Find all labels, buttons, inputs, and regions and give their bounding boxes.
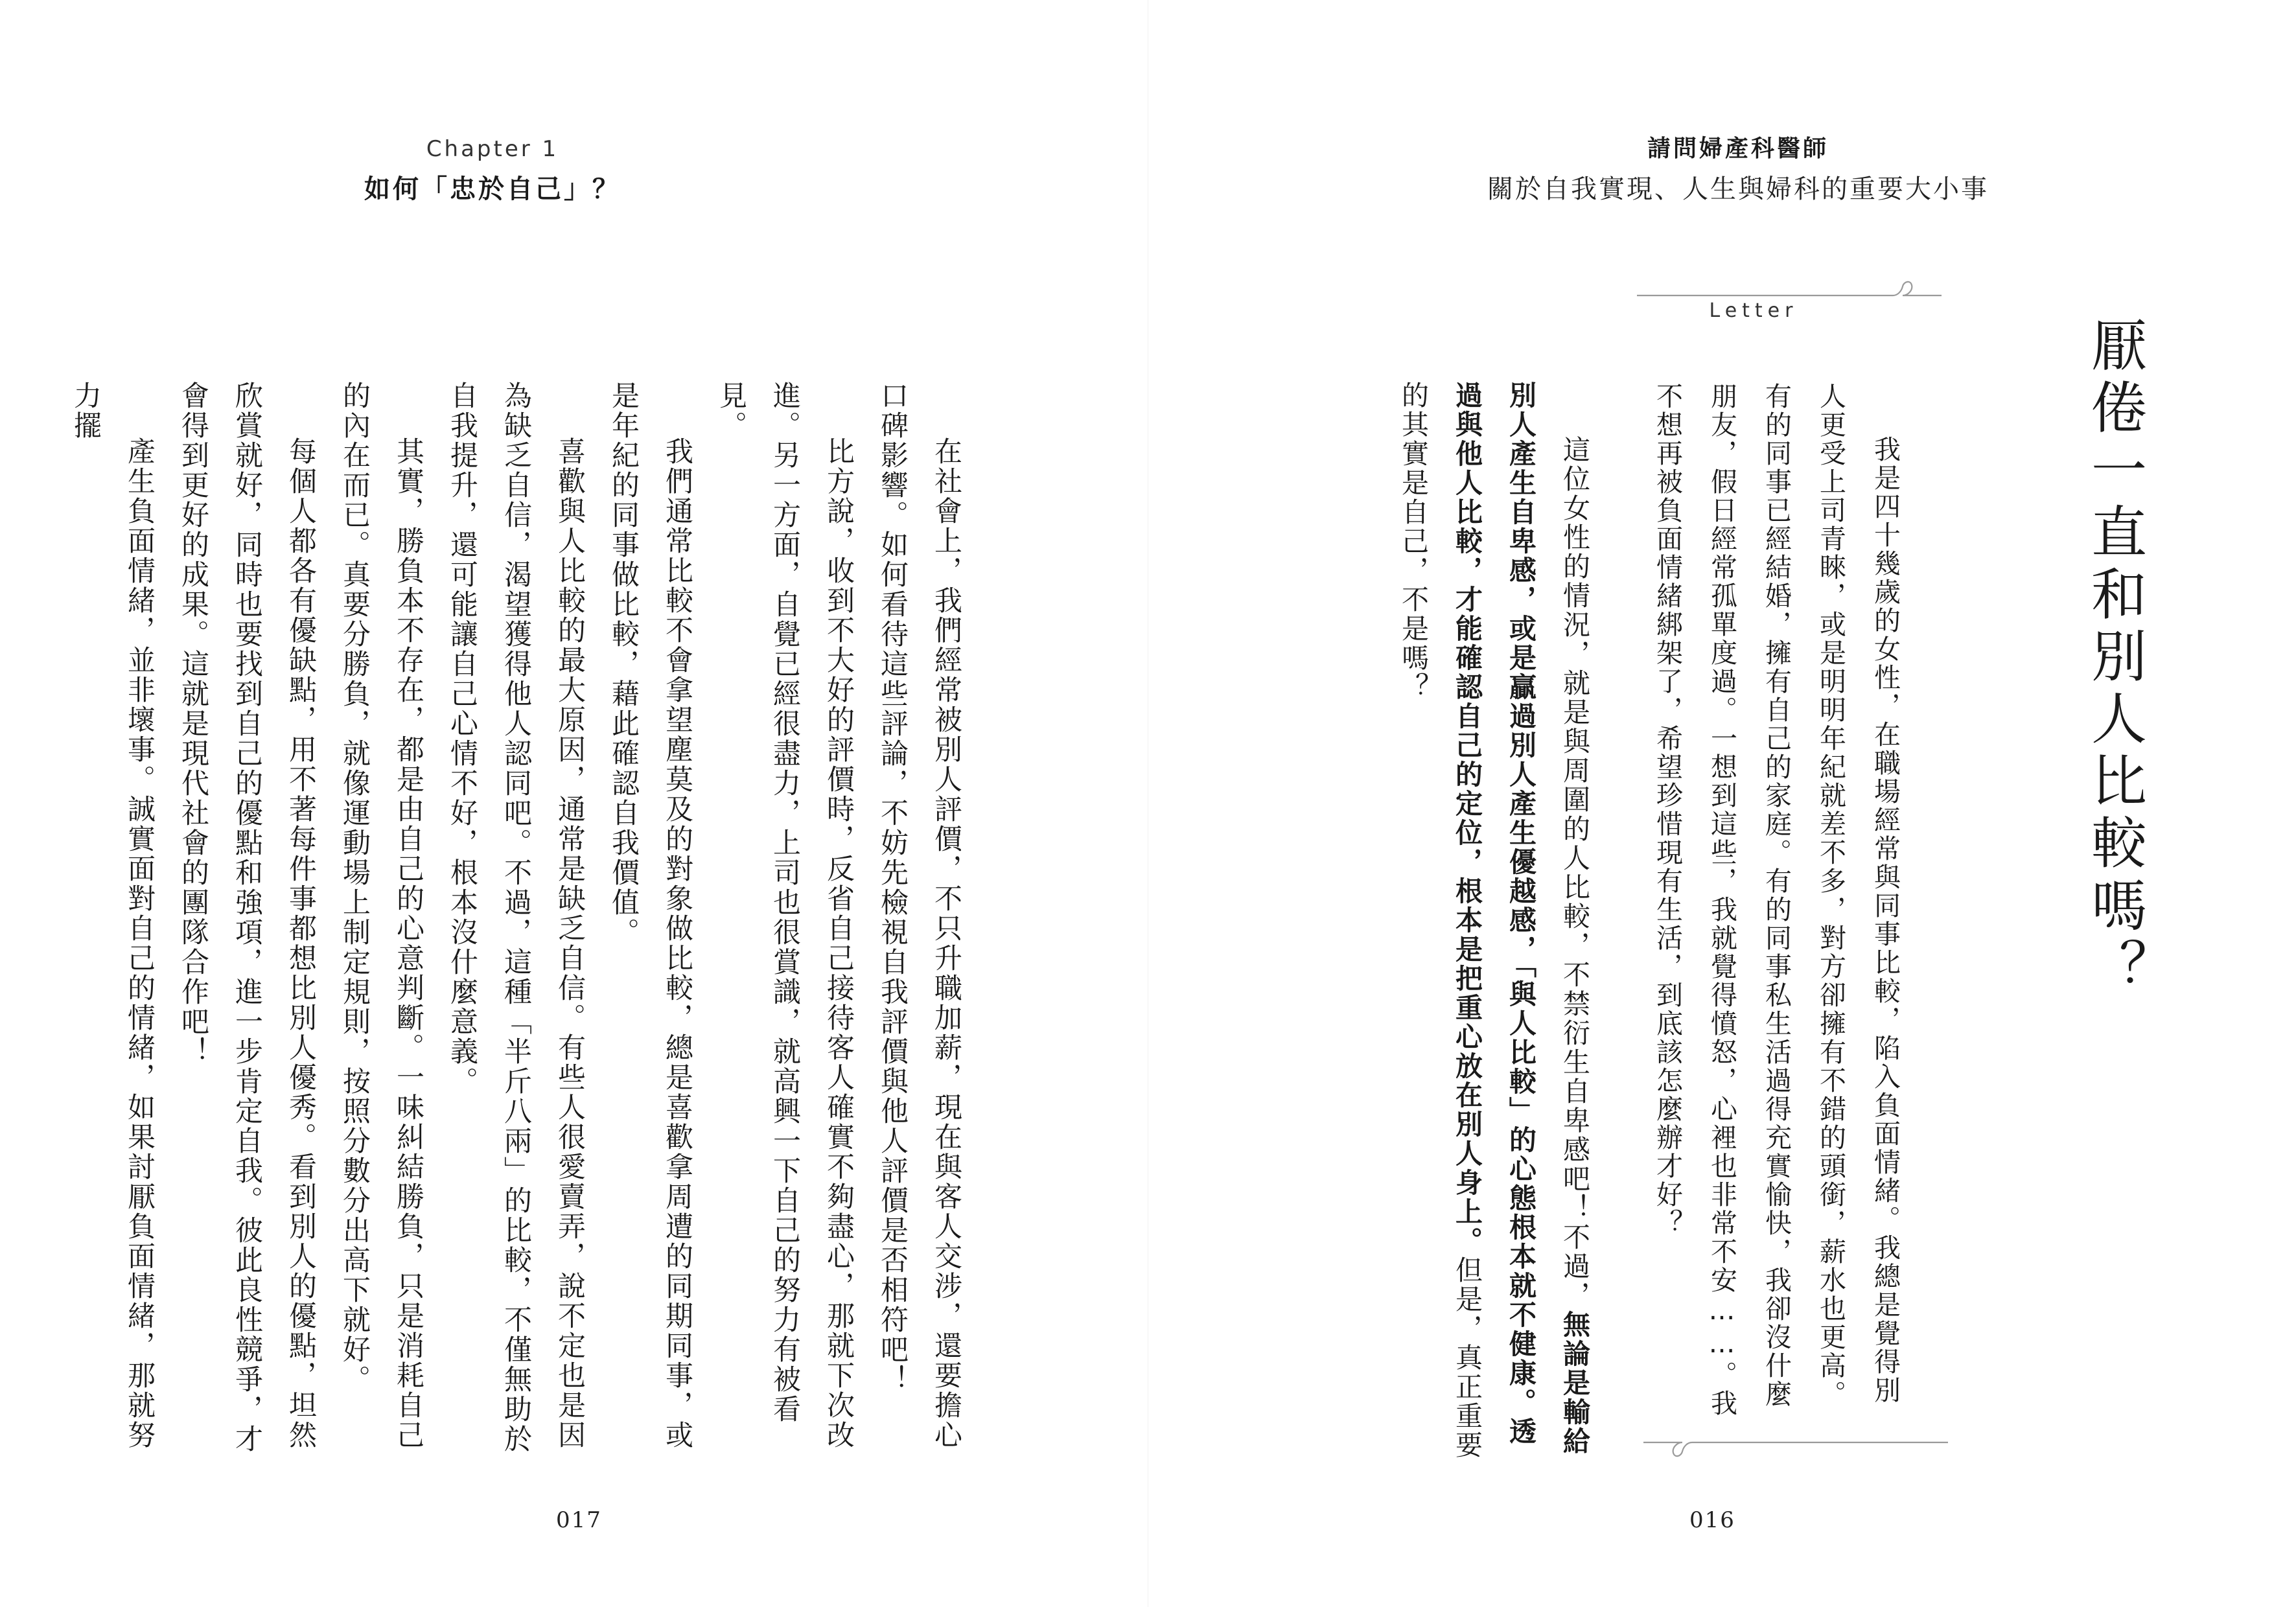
running-head-chapter <box>343 132 642 209</box>
paragraph-7: 產生負面情緒，並非壞事。誠實面對自己的情緒，如果討厭負面情緒，那就努力擺 <box>69 381 156 1450</box>
paragraph-5: 其實，勝負本不存在，都是由自己的心意判斷。一味糾結勝負，只是消耗自己的內在而已。真要分勝負，就像運動場上制定規則，按照分數分出高下就好。 <box>338 381 424 1450</box>
paragraph-3: 我們通常比較不會拿望塵莫及的對象做比較，總是喜歡拿周遭的同期同事，或是年紀的同事做比較，藉此確認自我價值。 <box>607 381 693 1450</box>
reply-paragraph <box>1387 381 1602 1470</box>
chapter-label: Chapter 1 <box>426 136 559 162</box>
reply-bold: 無論是輸給別人產生自卑感，或是贏過別人產生優越感，「與人比較」的心態根本就不健康。透過與他人比較，才能確認自己的定位，根本是把重心放在別人身上。 <box>1452 381 1591 1456</box>
book-subtitle: 關於自我實現、人生與婦科的重要大小事 <box>1487 174 1989 204</box>
page-016 <box>1148 0 2296 1607</box>
letter-label: Letter <box>1709 299 1798 322</box>
body-text <box>69 381 973 1470</box>
reply-intro: 這位女性的情況，就是與周圍的人比較，不禁衍生自卑感吧！不過， <box>1559 435 1591 1310</box>
reply-outro: 但是，真正重要的其實是自己，不是嗎？ <box>1398 381 1483 1460</box>
letter-box <box>1637 272 1948 1466</box>
book-title: 請問婦產科醫師 <box>1647 135 1829 162</box>
paragraph-6: 每個人都各有優缺點，用不著每件事都想比別人優秀。看到別人的優點，坦然欣賞就好，同時也要找到自己的優點和強項，進一步肯定自我。彼此良性競爭，才會得到更好的成果。這就是現代社會的團隊合作吧！ <box>177 381 317 1454</box>
page-number: 017 <box>556 1507 602 1533</box>
running-head-book <box>1446 132 2030 209</box>
reply-text <box>1284 381 1602 1470</box>
letter-bottom-rule <box>1637 1427 1948 1466</box>
letter-text <box>1653 382 1912 1432</box>
paragraph-4: 喜歡與人比較的最大原因，通常是缺乏自信。有些人很愛賣弄，說不定也是因為缺乏自信，渴望獲得他人認同吧。不過，這種「半斤八兩」的比較，不僅無助於自我提升，還可能讓自己心情不好，根本沒什麼意義。 <box>446 381 586 1454</box>
letter-paragraph: 我是四十幾歲的女性，在職場經常與同事比較，陷入負面情緒。我總是覺得別人更受上司青睞，或是明明年紀就差不多，對方卻擁有不錯的頭銜，薪水也更高。有的同事已經結婚，擁有自己的家庭。有的同事私生活過得充實愉快，我卻沒什麼朋友，假日經常孤單度過。一想到這些，我就覺得憤怒，心裡也非常不安……。我不想再被負面情緒綁架了，希望珍惜現有生活，到底該怎麼辦才好？ <box>1652 382 1901 1418</box>
page-number: 016 <box>1689 1507 1735 1533</box>
chapter-title: 如何「忠於自己」？ <box>364 174 621 204</box>
paragraph-2: 比方說，收到不大好的評價時，反省自己接待客人確實不夠盡心，那就下次改進。另一方面，自覺已經很盡力，上司也很賞識，就高興一下自己的努力有被看見。 <box>715 381 855 1450</box>
paragraph-1: 在社會上，我們經常被別人評價，不只升職加薪，現在與客人交涉，還要擔心口碑影響。如何看待這些評論，不妨先檢視自我評價與他人評價是否相符吧！ <box>876 381 962 1450</box>
section-title: 厭倦一直和別人比較嗎？ <box>2081 316 2146 1000</box>
